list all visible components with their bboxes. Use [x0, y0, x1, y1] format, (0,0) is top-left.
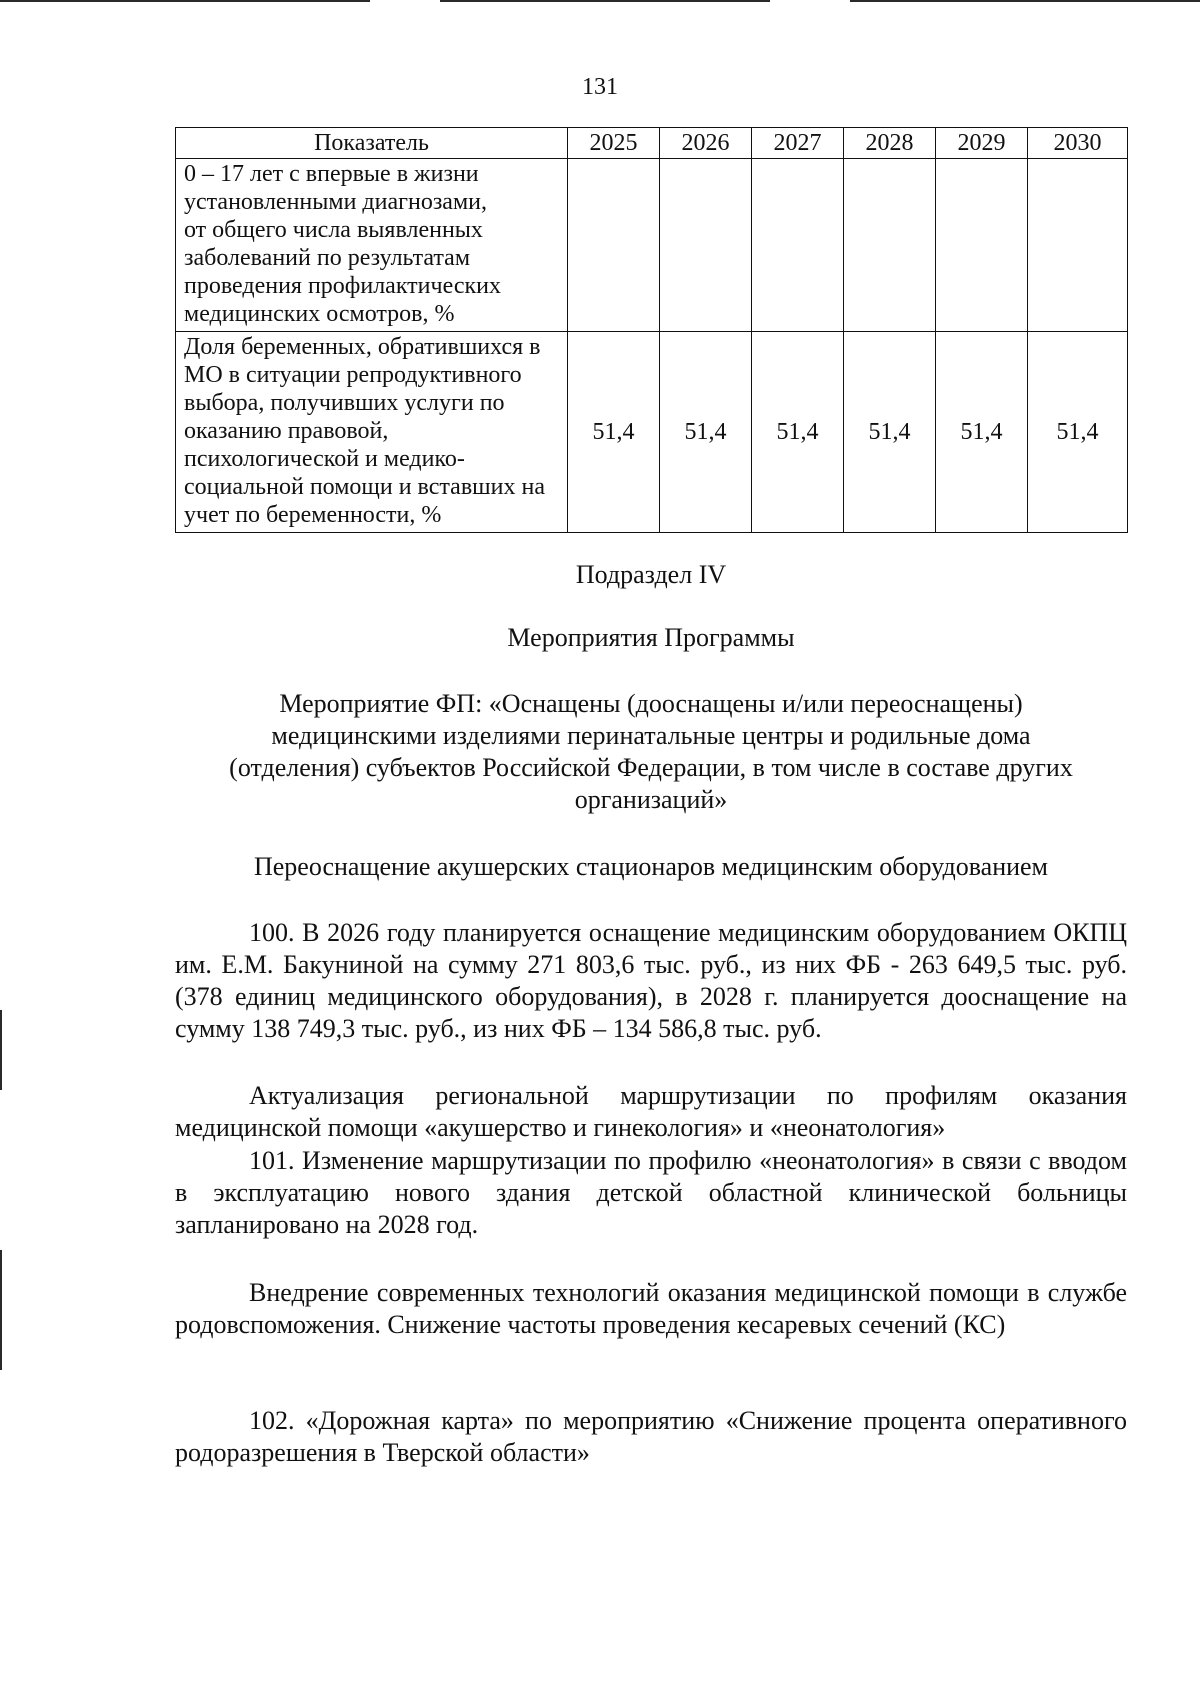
value-cell: [936, 159, 1028, 332]
indicators-table: [175, 127, 1128, 533]
header-year-2030: 2030: [1028, 128, 1128, 159]
scan-edge-line-right: [850, 0, 1200, 2]
row-label: Доля беременных, обратившихся в МО в ситуации репродуктивного выбора, получивших услуги по оказанию правовой, психологической и медико- социальной помощи и вставших на учет по беременности, %: [176, 332, 568, 533]
value-cell: [568, 159, 660, 332]
subsection-heading: Подраздел IV: [575, 560, 727, 589]
header-year-2027: 2027: [752, 128, 844, 159]
value-cell: 51,4: [660, 332, 752, 533]
value-cell: [844, 159, 936, 332]
page-number: 131: [582, 74, 618, 100]
header-year-2025: 2025: [568, 128, 660, 159]
paragraph-routing-heading: Актуализация региональной маршрутизации по профилям оказания медицинской помощи «акушерство и гинекология» и «неонатология»: [175, 1081, 1127, 1142]
header-year-2026: 2026: [660, 128, 752, 159]
paragraph-101: 101. Изменение маршрутизации по профилю «неонатология» в связи с вводом в эксплуатацию нового здания детской областной клинической больницы запланировано на 2028 год.: [175, 1146, 1127, 1239]
event-title: Мероприятие ФП: «Оснащены (дооснащены и/или переоснащены) медицинскими изделиями перинатальные центры и родильные дома (отделения) субъектов Российской Федерации, в том числе в составе других организаций»: [229, 689, 1073, 814]
paragraph-100: 100. В 2026 году планируется оснащение медицинским оборудованием ОКПЦ им. Е.М. Бакуниной на сумму 271 803,6 тыс. руб., из них ФБ - 263 649,5 тыс. руб. (378 единиц медицинского оборудования), в 2028 г. планируется дооснащение на сумму 138 749,3 тыс. руб., из них ФБ – 134 586,8 тыс. руб.: [175, 918, 1127, 1043]
row-label: 0 – 17 лет с впервые в жизни установленными диагнозами, от общего числа выявленных заболеваний по результатам проведения профилактических медицинских осмотров, %: [176, 159, 568, 332]
paragraph-technologies-heading: Внедрение современных технологий оказания медицинской помощи в службе родовспоможения. Снижение частоты проведения кесаревых сечений (КС): [175, 1278, 1127, 1339]
paragraph-102: 102. «Дорожная карта» по мероприятию «Снижение процента оперативного родоразрешения в Тверской области»: [175, 1406, 1127, 1467]
event-subtitle: Переоснащение акушерских стационаров медицинским оборудованием: [253, 852, 1049, 881]
scan-edge-line-middle: [440, 0, 770, 2]
value-cell: 51,4: [1028, 332, 1128, 533]
table-header-row: [176, 128, 1128, 159]
header-year-2028: 2028: [844, 128, 936, 159]
value-cell: 51,4: [568, 332, 660, 533]
value-cell: 51,4: [844, 332, 936, 533]
header-year-2029: 2029: [936, 128, 1028, 159]
value-cell: [752, 159, 844, 332]
value-cell: [1028, 159, 1128, 332]
scan-margin-mark-lower: [0, 1250, 2, 1370]
section-title: Мероприятия Программы: [507, 623, 795, 652]
value-cell: 51,4: [936, 332, 1028, 533]
scan-edge-line-left: [0, 0, 370, 2]
table-row: [176, 159, 1128, 332]
header-indicator: Показатель: [176, 128, 568, 159]
scan-margin-mark-upper: [0, 1010, 2, 1090]
table-row: [176, 332, 1128, 533]
value-cell: [660, 159, 752, 332]
value-cell: 51,4: [752, 332, 844, 533]
